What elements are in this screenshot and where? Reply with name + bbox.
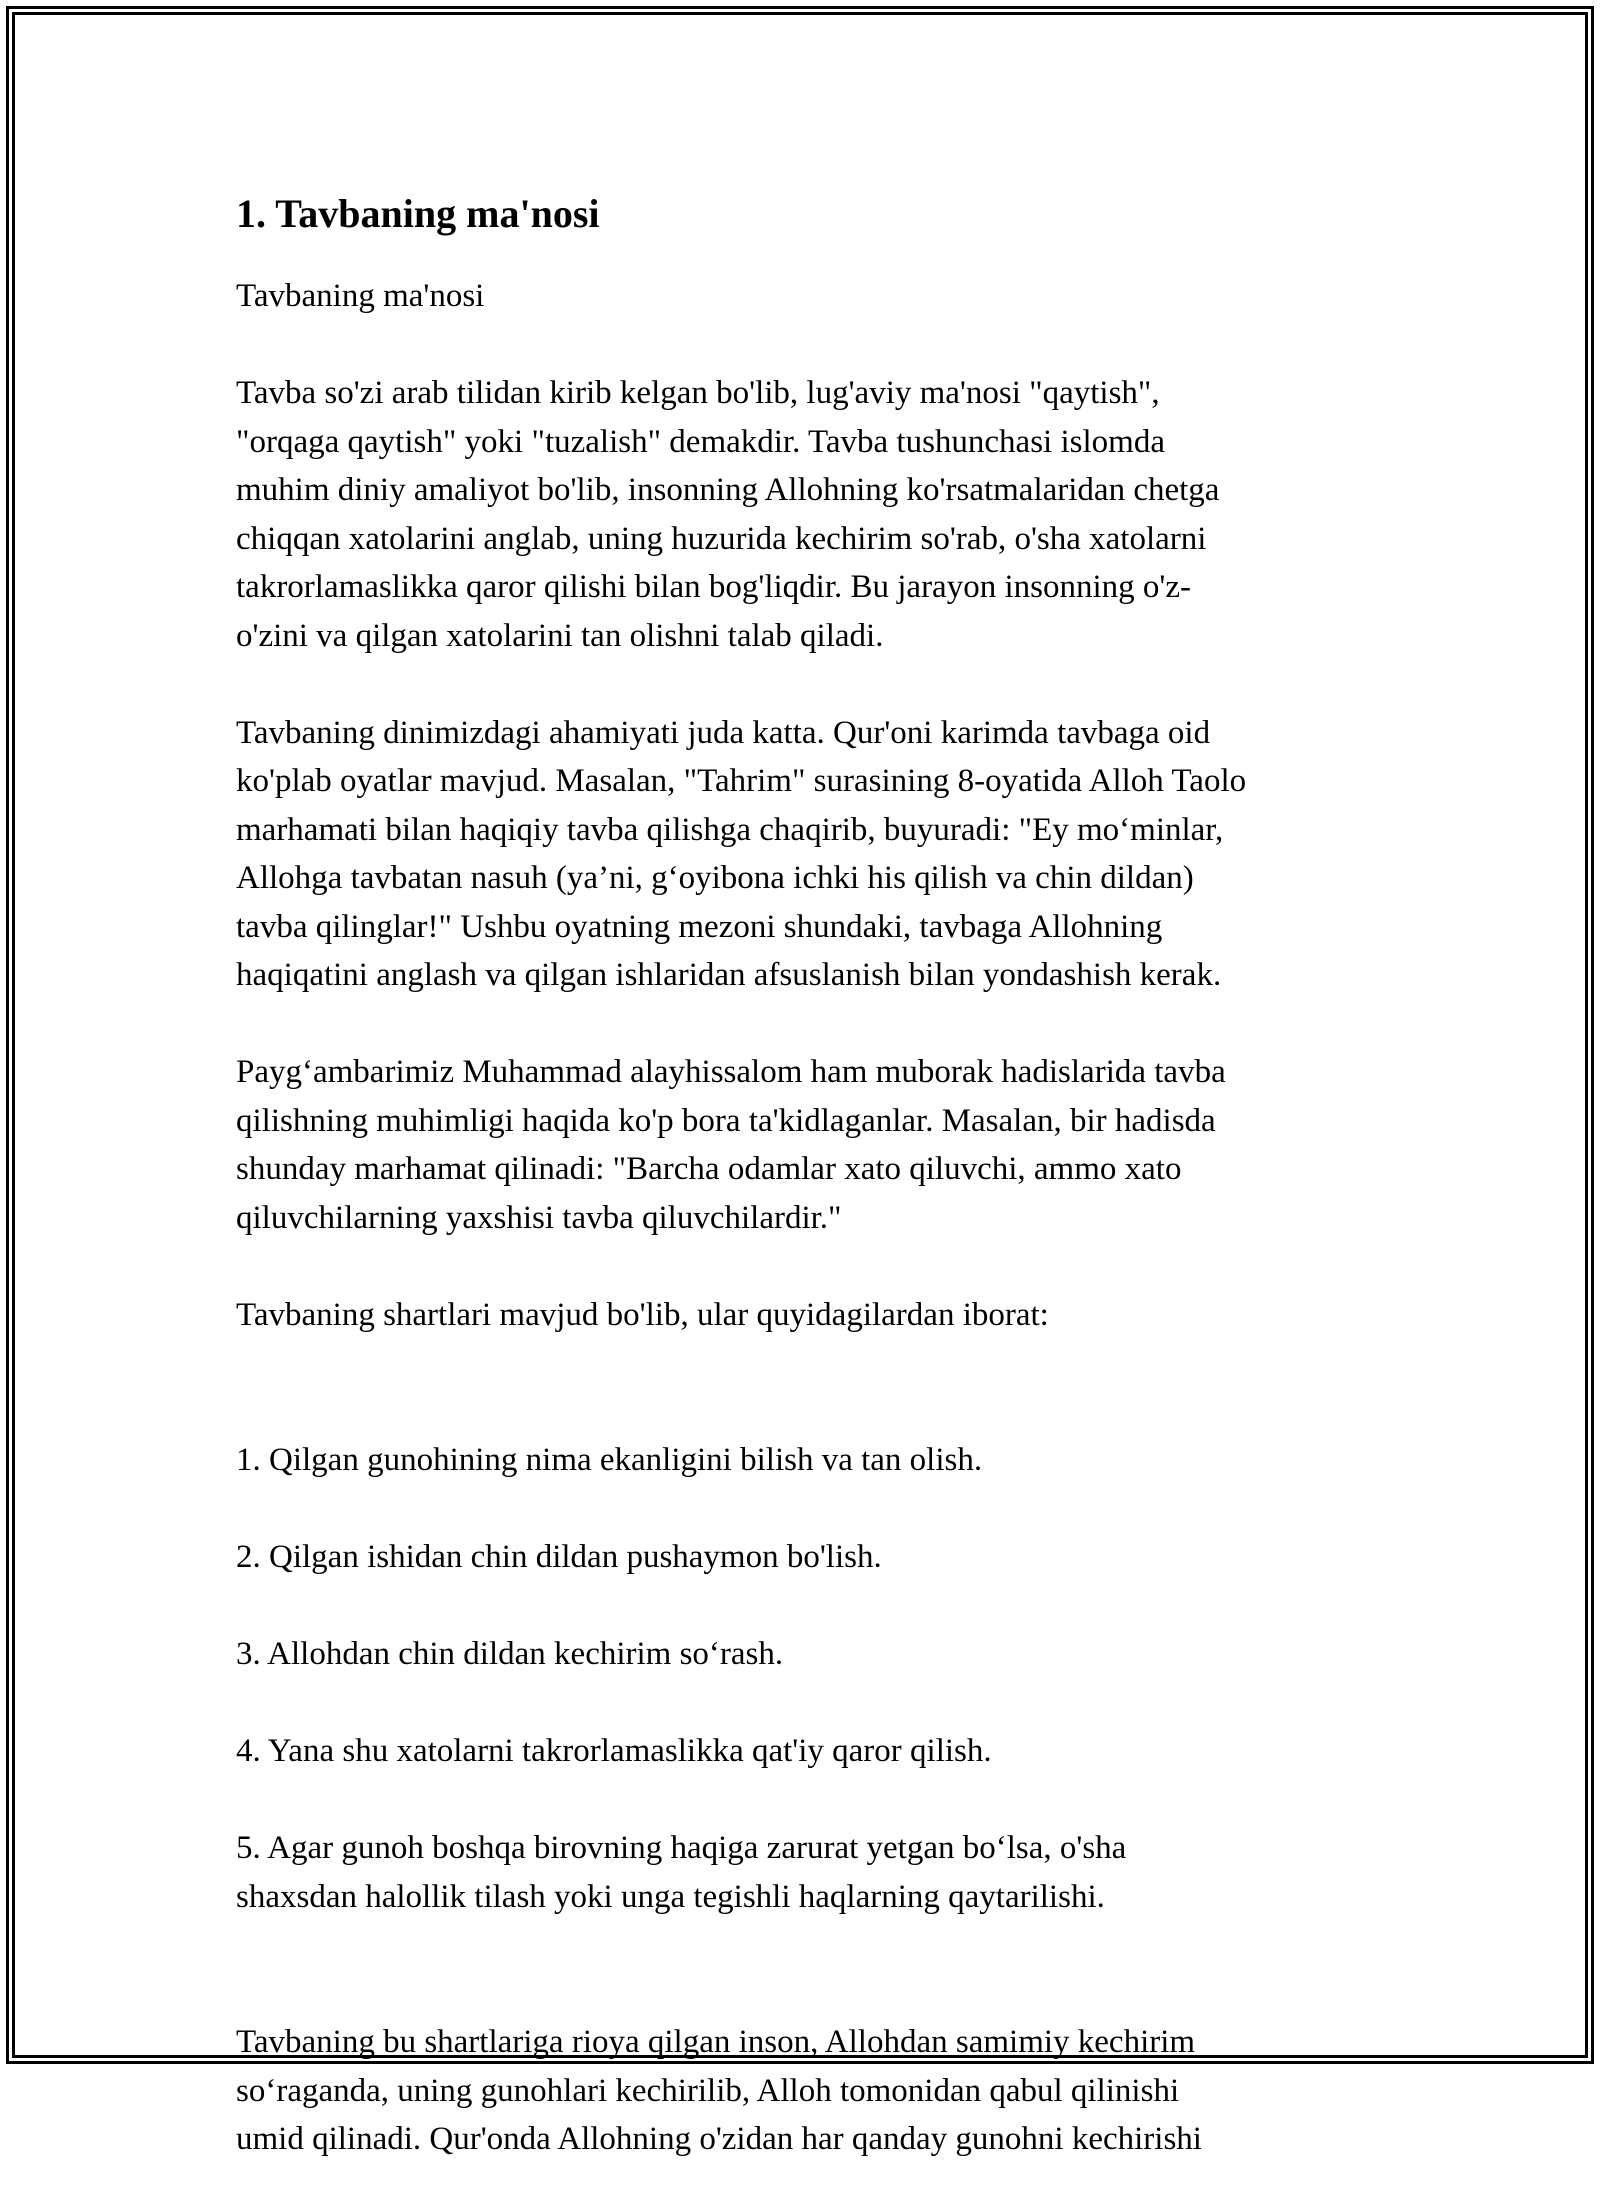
paragraph-conditions-intro: Tavbaning shartlari mavjud bo'lib, ular quyidagilardan iborat: bbox=[236, 1296, 1049, 1333]
list-item: 4. Yana shu xatolarni takrorlamaslikka qat'iy qaror qilish. bbox=[236, 1733, 992, 1769]
section-heading: 1. Tavbaning ma'nosi bbox=[236, 191, 600, 236]
list-item: 3. Allohdan chin dildan kechirim so‘rash. bbox=[236, 1636, 784, 1672]
paragraph-hadith: Payg‘ambarimiz Muhammad alayhissalom ham muborak hadislarida tavba qilishning muhimligi haqida ko'p bora ta'kidlaganlar. Masalan, bir hadisda shunday marhamat qilinadi: "Barcha odamlar xato qiluvchi, ammo xato qiluvchilarning yaxshisi tavba qiluvchilardir." bbox=[236, 1054, 1226, 1236]
list-item: 5. Agar gunoh boshqa birovning haqiga zarurat yetgan bo‘lsa, o'sha shaxsdan halollik tilash yoki unga tegishli haqlarning qaytarilishi. bbox=[236, 1830, 1127, 1915]
list-item: 2. Qilgan ishidan chin dildan pushaymon bo'lish. bbox=[236, 1539, 882, 1575]
paragraph-importance: Tavbaning dinimizdagi ahamiyati juda katta. Qur'oni karimda tavbaga oid ko'plab oyatlar mavjud. Masalan, "Tahrim" surasining 8-oyatida Alloh Taolo marhamati bilan haqiqiy tavba qilishga chaqirib, buyuradi: "Ey mo‘minlar, Allohga tavbatan nasuh (ya’ni, g‘oyibona ichki his qilish va chin dildan) tavba qilinglar!" Ushbu oyatning mezoni shundaki, tavbaga Allohning haqiqatini anglash va qilgan ishlaridan afsuslanish bilan yondashish kerak. bbox=[236, 714, 1247, 993]
section-subtitle: Tavbaning ma'nosi bbox=[236, 278, 485, 314]
document-body bbox=[236, 186, 1376, 2212]
list-item: 1. Qilgan gunohining nima ekanligini bilish va tan olish. bbox=[236, 1442, 983, 1478]
conditions-list bbox=[236, 1388, 1376, 1970]
paragraph-definition: Tavba so'zi arab tilidan kirib kelgan bo'lib, lug'aviy ma'nosi "qaytish", "orqaga qaytish" yoki "tuzalish" demakdir. Tavba tushunchasi islomda muhim diniy amaliyot bo'lib, insonning Allohning ko'rsatmalaridan chetga chiqqan xatolarini anglab, uning huzurida kechirim so'rab, o'sha xatolarni takrorlamaslikka qaror qilishi bilan bog'liqdir. Bu jarayon insonning o'z- o'zini va qilgan xatolarini tan olishni talab qiladi. bbox=[236, 375, 1220, 654]
paragraph-closing: Tavbaning bu shartlariga rioya qilgan inson, Allohdan samimiy kechirim so‘raganda, uning gunohlari kechirilib, Alloh tomonidan qabul qilinishi umid qilinadi. Qur'onda Allohning o'zidan har qanday gunohni kechirishi bbox=[236, 2024, 1202, 2157]
